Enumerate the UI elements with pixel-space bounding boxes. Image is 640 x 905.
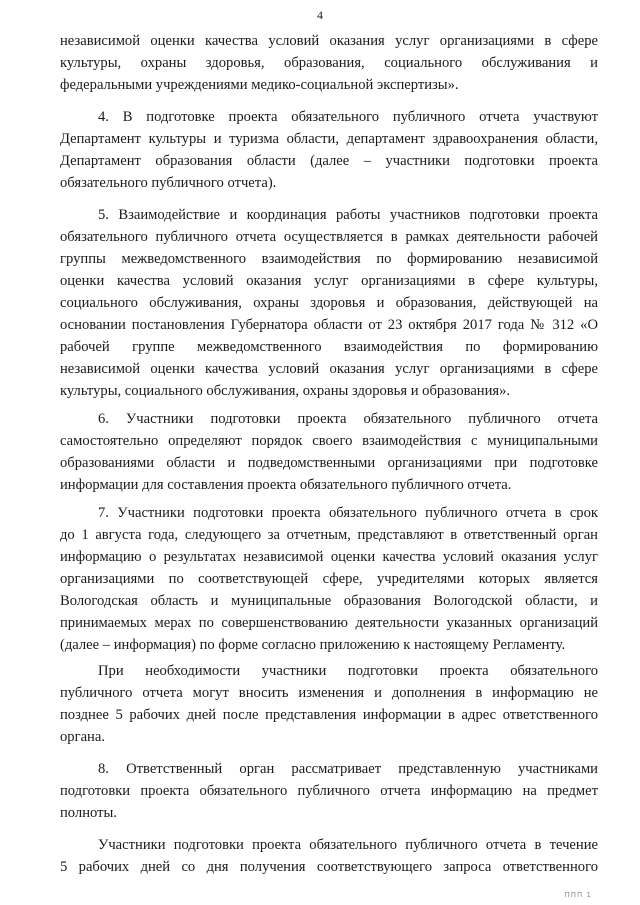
text-line: 8. Ответственный орган рассматривает представленную участниками (98, 761, 598, 777)
paragraph-item-6 (60, 408, 598, 496)
paragraph-item-7 (60, 502, 598, 656)
text-line: федеральными учреждениями медико-социальной экспертизы». (60, 77, 459, 93)
paragraph-continuation (60, 30, 598, 96)
text-line: При необходимости участники подготовки проекта обязательного (98, 663, 598, 679)
text-line: группы межведомственного взаимодействия по формированию независимой (60, 251, 598, 267)
text-line: Вологодская область и муниципальные образования Вологодской области, и (60, 593, 598, 609)
text-line: публичного отчета могут вносить изменения и дополнения в информацию не (60, 685, 598, 701)
text-line: 5 рабочих дней со дня получения соответствующего запроса ответственного (60, 859, 598, 875)
text-line: Участники подготовки проекта обязательного публичного отчета в течение (98, 837, 598, 853)
text-line: подготовки проекта обязательного публичного отчета информацию на предмет (60, 783, 598, 799)
text-line: 6. Участники подготовки проекта обязательного публичного отчета (98, 411, 598, 427)
text-line: самостоятельно определяют порядок своего взаимодействия с муниципальными (60, 433, 598, 449)
text-line: организациями по соответствующей сфере, учредителями которых является (60, 571, 598, 587)
text-line: информации для составления проекта обязательного публичного отчета. (60, 477, 512, 493)
text-line: информацию о результатах независимой оценки качества условий оказания услуг (60, 549, 598, 565)
scan-footer-mark: ППП 1 (564, 891, 592, 899)
paragraph-item-8 (60, 758, 598, 824)
text-line: позднее 5 рабочих дней после представления информации в адрес ответственного (60, 707, 598, 723)
text-line: 7. Участники подготовки проекта обязательного публичного отчета в срок (98, 505, 598, 521)
text-line: независимой оценки качества условий оказания услуг организациями в сфере (60, 361, 598, 377)
text-line: (далее – информация) по форме согласно приложению к настоящему Регламенту. (60, 637, 566, 653)
text-line: оценки качества условий оказания услуг организациями в сфере культуры, (60, 273, 598, 289)
text-line: образованиями области и подведомственными организациями при подготовке (60, 455, 598, 471)
text-line: независимой оценки качества условий оказания услуг организациями в сфере (60, 33, 598, 49)
text-line: до 1 августа года, следующего за отчетным, представляют в ответственный орган (60, 527, 598, 543)
text-line: культуры, социального обслуживания, охраны здоровья и образования». (60, 383, 511, 399)
text-line: основании постановления Губернатора области от 23 октября 2017 года № 312 «О (60, 317, 598, 333)
text-line: обязательного публичного отчета осуществляется в рамках деятельности рабочей (60, 229, 598, 245)
text-line: 5. Взаимодействие и координация работы участников подготовки проекта (98, 207, 598, 223)
text-line: Департамент культуры и туризма области, департамент здравоохранения области, (60, 131, 598, 147)
text-line: полноты. (60, 805, 117, 821)
text-line: социального обслуживания, охраны здоровья и образования, действующей на (60, 295, 598, 311)
text-line: обязательного публичного отчета). (60, 175, 277, 191)
text-line: культуры, охраны здоровья, образования, социального обслуживания и (60, 55, 598, 71)
text-line: Департамент образования области (далее – участники подготовки проекта (60, 153, 598, 169)
paragraph-item-5 (60, 204, 598, 402)
paragraph-item-4 (60, 106, 598, 194)
text-line: рабочей группе межведомственного взаимодействия по формированию (60, 339, 598, 355)
paragraph-item-7-amendments (60, 660, 598, 748)
text-line: органа. (60, 729, 105, 745)
text-line: принимаемых мерах по совершенствованию деятельности указанных организаций (60, 615, 598, 631)
paragraph-item-8-participants (60, 834, 598, 878)
page-number: 4 (317, 8, 323, 22)
text-line: 4. В подготовке проекта обязательного публичного отчета участвуют (98, 109, 598, 125)
document-body (60, 30, 598, 878)
